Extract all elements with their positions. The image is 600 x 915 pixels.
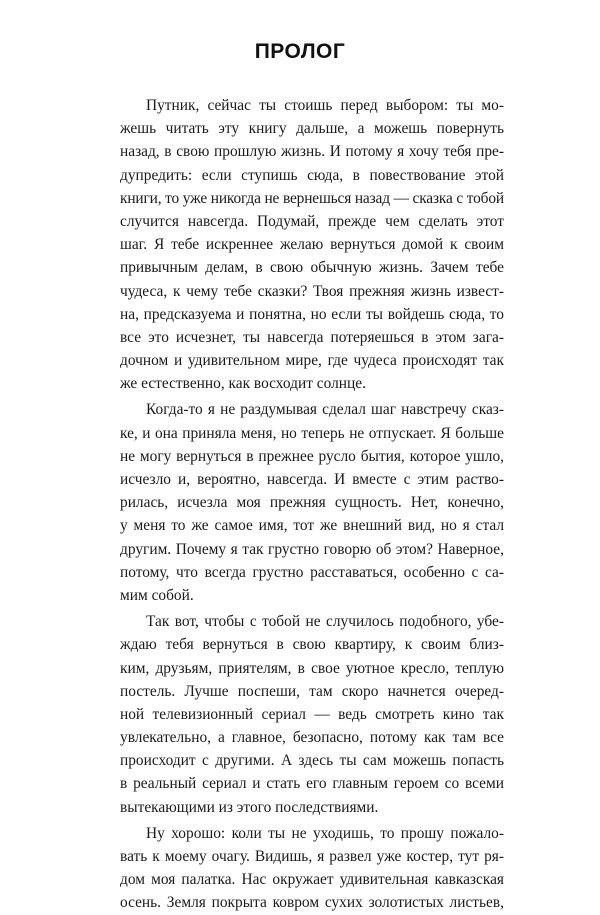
- text-line: вать к моему очагу. Видишь, я развел уже костер, тут ря-: [120, 848, 504, 865]
- text-line: мим собой.: [120, 586, 194, 604]
- text-line: дом моя палатка. Нас окружает удивительная кавказская: [120, 871, 504, 889]
- paragraph: [120, 822, 504, 915]
- text-line: ким, друзьям, приятелям, в свое уютное кресло, теплую: [120, 659, 504, 677]
- paragraph: [120, 610, 504, 819]
- text-line: на, предсказуема и понятна, но если ты войдешь сюда, то: [120, 305, 504, 323]
- text-line: другим. Почему я так грустно говорю об этом? Наверное,: [120, 540, 504, 558]
- text-line: происходит с другими. А здесь ты сам можешь попасть: [120, 752, 504, 770]
- text-line: назад, в свою прошлую жизнь. И потому я хочу тебя пре-: [120, 143, 504, 161]
- text-line: исчезло и, вероятно, навсегда. И вместе с этим раство-: [120, 471, 504, 488]
- text-line: постель. Лучше поспеши, там скоро начнется очеред-: [120, 682, 504, 700]
- text-line: дупредить: если ступишь сюда, в повествование этой: [120, 166, 504, 184]
- text-line: Так вот, чтобы с тобой не случилось подобного, убе-: [146, 613, 504, 631]
- text-line: потому, что всегда грустно расставаться, особенно с са-: [120, 563, 504, 581]
- text-line: увлекательно, а главное, безопасно, потому как там все: [120, 729, 504, 747]
- text-line: все это исчезнет, ты навсегда потеряешься в этом зага-: [120, 328, 504, 346]
- paragraph: [120, 398, 504, 607]
- text-line: Путник, сейчас ты стоишь перед выбором: ты мо-: [146, 97, 504, 114]
- text-line: вытекающими из этого последствиями.: [120, 798, 379, 816]
- text-line: у меня то же самое имя, тот же внешний вид, но я стал: [120, 517, 504, 535]
- paragraph: [120, 94, 504, 395]
- text-line: дочном и удивительном мире, где чудеса происходят так: [120, 352, 504, 370]
- text-line: ке, и она приняла меня, но теперь не отпускает. Я больше: [120, 424, 504, 442]
- text-line: ной телевизионный сериал — ведь смотреть кино так: [120, 705, 504, 723]
- text-line: привычным делам, в свою обычную жизнь. Зачем тебе: [120, 259, 504, 277]
- text-line: же естественно, как восходит солнце.: [120, 375, 366, 393]
- text-line: книги, то уже никогда не вернешься назад — сказка с тобой: [120, 189, 504, 207]
- body-text: [120, 94, 504, 915]
- text-line: Когда-то я не раздумывая сделал шаг навстречу сказ-: [146, 401, 504, 419]
- text-line: жешь читать эту книгу дальше, а можешь повернуть: [120, 120, 504, 138]
- text-line: случится навсегда. Подумай, прежде чем сделать этот: [120, 212, 504, 230]
- text-line: не могу вернуться в прежнее русло бытия, которое ушло,: [120, 447, 504, 465]
- text-line: в реальный сериал и стать его главным героем со всеми: [120, 775, 504, 793]
- text-line: Ну хорошо: коли ты не уходишь, то прошу пожало-: [146, 824, 504, 842]
- text-line: рилась, исчезла моя прежняя сущность. Нет, конечно,: [120, 494, 504, 512]
- chapter-title: ПРОЛОГ: [254, 40, 346, 63]
- text-line: ждаю тебя вернуться в свою квартиру, к своим близ-: [120, 636, 504, 654]
- text-line: чудеса, к чему тебе сказки? Твоя прежняя жизнь извест-: [120, 282, 504, 300]
- text-line: осень. Земля покрыта ковром сухих золотистых листьев,: [120, 894, 504, 912]
- text-line: шаг. Я тебе искреннее желаю вернуться домой к своим: [120, 236, 504, 254]
